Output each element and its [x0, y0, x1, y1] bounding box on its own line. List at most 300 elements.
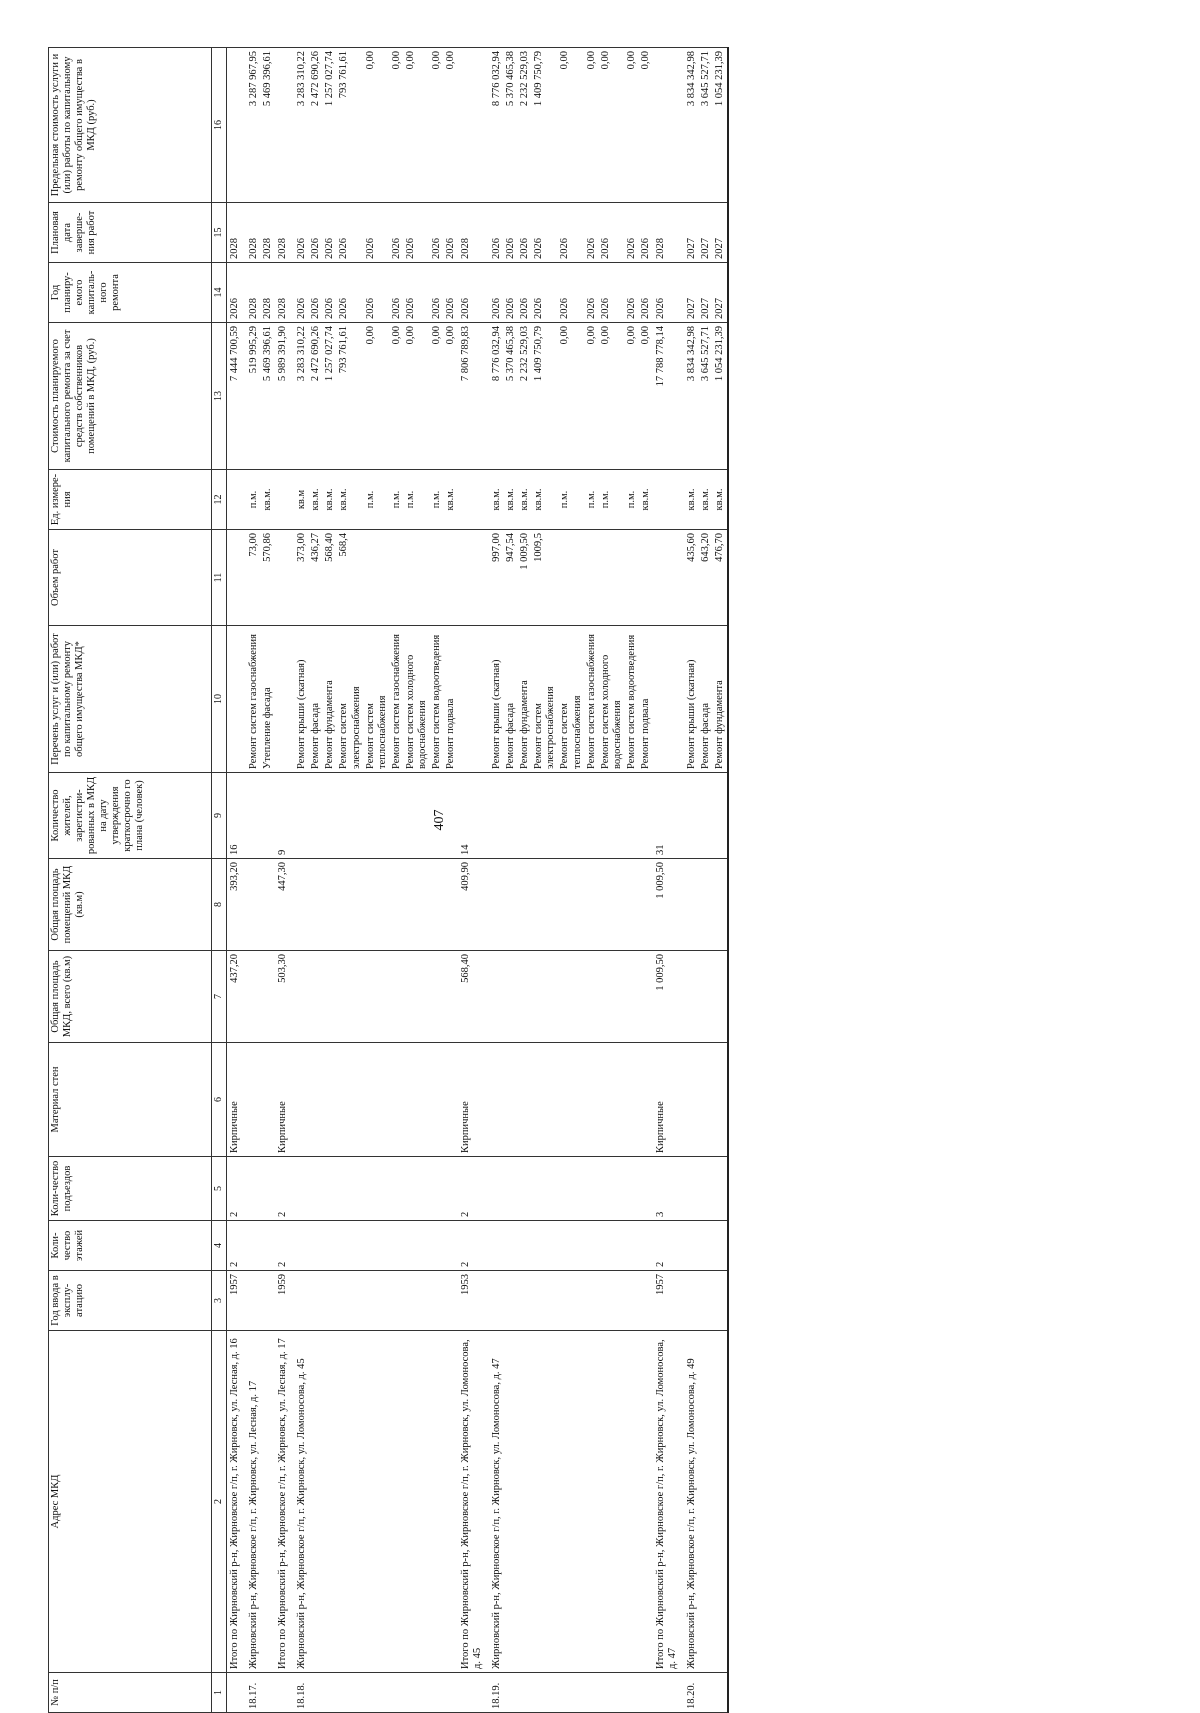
table-cell: 9 — [275, 773, 290, 859]
table-cell — [653, 470, 680, 530]
table-cell — [639, 530, 653, 626]
col-header: № п/п — [49, 1673, 212, 1713]
table-cell — [458, 48, 485, 203]
table-cell — [532, 1271, 558, 1331]
table-cell: 568,40 — [458, 951, 485, 1043]
table-cell — [404, 1271, 430, 1331]
table-cell — [713, 1271, 728, 1331]
table-cell: 2026 — [323, 203, 337, 263]
table-cell — [323, 773, 337, 859]
table-cell: 5 469 396,61 — [261, 323, 275, 470]
table-cell: 2026 — [444, 263, 458, 323]
table-cell: 2026 — [390, 263, 404, 323]
table-cell — [458, 470, 485, 530]
table-row — [458, 48, 485, 1713]
table-cell: 2026 — [639, 203, 653, 263]
table-cell — [444, 1157, 458, 1221]
table-cell: 2028 — [227, 203, 243, 263]
table-cell — [599, 951, 625, 1043]
table-cell: 1 009,50 — [518, 530, 532, 626]
page-number: 407 — [432, 809, 447, 831]
table-cell: п.м. — [404, 470, 430, 530]
table-cell — [699, 1271, 713, 1331]
table-cell: 2026 — [558, 203, 584, 263]
table-cell — [639, 859, 653, 951]
table-cell: 1 257 027,74 — [323, 48, 337, 203]
table-cell — [323, 1331, 337, 1673]
table-cell: кв.м. — [309, 470, 323, 530]
table-cell — [532, 1157, 558, 1221]
table-row — [261, 48, 275, 1713]
table-cell — [532, 859, 558, 951]
table-cell — [599, 1221, 625, 1271]
table-cell: 0,00 — [558, 323, 584, 470]
table-cell: 2027 — [713, 263, 728, 323]
table-cell — [430, 1673, 444, 1713]
table-cell — [699, 1673, 713, 1713]
table-cell — [599, 1673, 625, 1713]
table-cell: 2026 — [504, 263, 518, 323]
table-cell — [639, 1331, 653, 1673]
table-cell: 568,4 — [337, 530, 363, 626]
table-cell — [227, 626, 243, 773]
table-cell — [242, 1221, 261, 1271]
table-cell: 73,00 — [242, 530, 261, 626]
table-cell — [485, 1043, 504, 1157]
table-cell: 568,40 — [323, 530, 337, 626]
table-cell — [323, 1673, 337, 1713]
table-cell — [430, 1221, 444, 1271]
table-cell: 3 834 342,98 — [680, 48, 699, 203]
table-cell — [227, 470, 243, 530]
table-cell — [404, 1157, 430, 1221]
table-cell — [430, 951, 444, 1043]
table-cell: кв.м. — [532, 470, 558, 530]
table-cell: 2026 — [485, 263, 504, 323]
table-cell: 1 009,50 — [653, 859, 680, 951]
table-cell: 0,00 — [599, 323, 625, 470]
table-cell: 947,54 — [504, 530, 518, 626]
table-cell — [680, 1043, 699, 1157]
table-cell: кв.м. — [444, 470, 458, 530]
table-cell — [364, 859, 390, 951]
table-cell: п.м. — [242, 470, 261, 530]
table-cell — [404, 1043, 430, 1157]
table-cell — [444, 773, 458, 859]
table-cell — [680, 773, 699, 859]
table-cell — [504, 773, 518, 859]
table-cell — [680, 1271, 699, 1331]
table-cell — [680, 1157, 699, 1221]
table-cell: 2026 — [585, 263, 599, 323]
table-cell — [309, 1331, 323, 1673]
table-cell — [585, 1271, 599, 1331]
table-cell: 2 — [458, 1221, 485, 1271]
table-cell — [261, 1271, 275, 1331]
table-cell — [558, 530, 584, 626]
table-cell — [699, 1043, 713, 1157]
table-cell — [390, 530, 404, 626]
table-cell — [585, 859, 599, 951]
table-cell: 1957 — [653, 1271, 680, 1331]
table-cell — [485, 773, 504, 859]
table-cell — [404, 1673, 430, 1713]
table-cell: Ремонт фасада — [699, 626, 713, 773]
table-cell — [390, 1673, 404, 1713]
table-cell — [290, 1221, 309, 1271]
table-cell: 3 287 967,95 — [242, 48, 261, 203]
table-cell: 393,20 — [227, 859, 243, 951]
table-cell: Ремонт крыши (скатная) — [290, 626, 309, 773]
table-cell — [390, 1331, 404, 1673]
table-cell: 8 776 032,94 — [485, 323, 504, 470]
table-cell — [558, 1331, 584, 1673]
table-cell — [518, 1331, 532, 1673]
table-cell: 14 — [458, 773, 485, 859]
table-cell — [290, 859, 309, 951]
table-cell: 2028 — [275, 203, 290, 263]
table-cell — [713, 951, 728, 1043]
table-row — [625, 48, 639, 1713]
table-cell — [227, 1673, 243, 1713]
table-cell — [532, 951, 558, 1043]
table-cell — [275, 626, 290, 773]
table-cell: 2026 — [599, 203, 625, 263]
table-row — [504, 48, 518, 1713]
table-cell: 7 806 789,83 — [458, 323, 485, 470]
table-cell: Кирпичные — [275, 1043, 290, 1157]
table-cell: 409,90 — [458, 859, 485, 951]
table-cell — [599, 1157, 625, 1221]
table-cell: Ремонт систем водоотведения — [430, 626, 444, 773]
col-header: Стоимость планируемого капитального ремонта за счет средств собственников помещений в МКД, (руб.) — [49, 323, 212, 470]
table-cell: 476,70 — [713, 530, 728, 626]
table-cell: 2026 — [390, 203, 404, 263]
table-cell: 2026 — [337, 263, 363, 323]
table-cell — [309, 951, 323, 1043]
table-cell — [261, 1331, 275, 1673]
table-cell — [337, 1673, 363, 1713]
table-cell: 2028 — [242, 203, 261, 263]
table-cell: Ремонт подвала — [444, 626, 458, 773]
table-cell — [364, 530, 390, 626]
table-cell: 2 232 529,03 — [518, 48, 532, 203]
table-cell: 16 — [227, 773, 243, 859]
table-cell: кв.м. — [485, 470, 504, 530]
table-cell — [430, 1157, 444, 1221]
table-cell — [323, 1043, 337, 1157]
table-cell: 519 995,29 — [242, 323, 261, 470]
table-cell: 2028 — [275, 263, 290, 323]
table-cell: 2026 — [404, 263, 430, 323]
table-cell — [444, 1043, 458, 1157]
table-cell: 1 257 027,74 — [323, 323, 337, 470]
table-cell — [404, 530, 430, 626]
table-cell — [485, 1271, 504, 1331]
table-cell — [532, 1331, 558, 1673]
table-cell: Ремонт подвала — [639, 626, 653, 773]
table-row — [430, 48, 444, 1713]
table-cell — [639, 1043, 653, 1157]
table-cell: 2026 — [532, 263, 558, 323]
table-cell: 793 761,61 — [337, 48, 363, 203]
table-row — [485, 48, 504, 1713]
table-cell: Ремонт фасада — [309, 626, 323, 773]
table-cell: 0,00 — [390, 323, 404, 470]
table-cell: Ремонт фундамента — [713, 626, 728, 773]
col-header: Адрес МКД — [49, 1331, 212, 1673]
col-header: Общая площадь помещений МКД (кв.м) — [49, 859, 212, 951]
table-cell — [585, 530, 599, 626]
table-cell: Жирновский р-н, Жирновское г/п, г. Жирновск, ул. Лесная, д. 17 — [242, 1331, 261, 1673]
table-cell: 2028 — [261, 263, 275, 323]
table-cell: 2028 — [653, 203, 680, 263]
table-cell: 2026 — [599, 263, 625, 323]
table-cell: 2026 — [518, 263, 532, 323]
table-cell — [504, 951, 518, 1043]
table-row — [680, 48, 699, 1713]
table-cell: 2026 — [585, 203, 599, 263]
table-cell — [323, 1157, 337, 1221]
table-cell: 2026 — [504, 203, 518, 263]
table-cell: 0,00 — [599, 48, 625, 203]
table-cell — [290, 1271, 309, 1331]
table-cell: 2026 — [485, 203, 504, 263]
table-cell — [444, 1331, 458, 1673]
table-cell: 0,00 — [444, 323, 458, 470]
table-cell: 643,20 — [699, 530, 713, 626]
table-cell — [585, 1221, 599, 1271]
table-cell — [713, 859, 728, 951]
table-cell — [309, 773, 323, 859]
table-cell — [323, 859, 337, 951]
table-cell — [275, 470, 290, 530]
table-cell: Ремонт систем холодного водоснабжения — [404, 626, 430, 773]
table-cell — [713, 1221, 728, 1271]
table-cell: Ремонт крыши (скатная) — [485, 626, 504, 773]
table-cell — [430, 859, 444, 951]
table-cell: 5 370 465,38 — [504, 323, 518, 470]
table-cell — [558, 1673, 584, 1713]
table-cell: 2026 — [430, 263, 444, 323]
table-cell — [518, 951, 532, 1043]
table-cell: 3 — [653, 1157, 680, 1221]
table-cell: Ремонт систем газоснабжения — [390, 626, 404, 773]
table-cell — [323, 951, 337, 1043]
table-cell: 2026 — [518, 203, 532, 263]
col-header: Материал стен — [49, 1043, 212, 1157]
table-cell — [444, 859, 458, 951]
table-cell — [585, 773, 599, 859]
table-row — [639, 48, 653, 1713]
table-cell: Итого по Жирновский р-н, Жирновское г/п, г. Жирновск, ул. Лесная, д. 16 — [227, 1331, 243, 1673]
table-cell — [444, 1221, 458, 1271]
table-cell — [430, 530, 444, 626]
table-cell — [599, 530, 625, 626]
table-cell — [404, 773, 430, 859]
table-row — [532, 48, 558, 1713]
table-cell: п.м. — [599, 470, 625, 530]
table-cell — [532, 773, 558, 859]
table-cell: Жирновский р-н, Жирновское г/п, г. Жирновск, ул. Ломоносова, д. 47 — [485, 1331, 504, 1673]
table-cell — [242, 1157, 261, 1221]
table-cell — [261, 1673, 275, 1713]
table-cell: 570,86 — [261, 530, 275, 626]
table-cell: 0,00 — [625, 48, 639, 203]
table-cell: 2 — [275, 1221, 290, 1271]
table-cell: 503,30 — [275, 951, 290, 1043]
table-cell: кв.м. — [713, 470, 728, 530]
table-row — [699, 48, 713, 1713]
table-cell — [713, 1331, 728, 1673]
table-cell — [261, 773, 275, 859]
table-cell — [458, 530, 485, 626]
table-cell — [444, 530, 458, 626]
table-cell — [309, 1157, 323, 1221]
table-cell — [485, 859, 504, 951]
table-row — [309, 48, 323, 1713]
table-cell — [275, 1673, 290, 1713]
col-header: Год планиру-емого капиталь-ного ремонта — [49, 263, 212, 323]
table-cell: кв.м. — [323, 470, 337, 530]
table-cell — [275, 530, 290, 626]
table-cell: кв.м. — [699, 470, 713, 530]
table-cell: 1957 — [227, 1271, 243, 1331]
table-cell — [504, 1673, 518, 1713]
table-cell: 2026 — [639, 263, 653, 323]
table-cell: 2026 — [290, 263, 309, 323]
rotated-table-container — [48, 48, 1053, 1713]
table-cell: 0,00 — [404, 48, 430, 203]
table-cell — [699, 1157, 713, 1221]
table-row — [653, 48, 680, 1713]
col-number: 2 — [212, 1331, 227, 1673]
table-cell: 5 469 396,61 — [261, 48, 275, 203]
table-cell — [504, 859, 518, 951]
table-cell — [699, 773, 713, 859]
column-number-row — [212, 48, 227, 1713]
table-cell — [242, 859, 261, 951]
table-cell: Ремонт систем водоотведения — [625, 626, 639, 773]
header-row — [49, 48, 212, 1713]
table-cell — [337, 1331, 363, 1673]
col-number: 12 — [212, 470, 227, 530]
col-header: Общая площадь МКД, всего (кв.м) — [49, 951, 212, 1043]
table-cell: 17 788 778,14 — [653, 323, 680, 470]
table-cell — [558, 773, 584, 859]
table-cell — [518, 859, 532, 951]
table-cell: 2027 — [699, 263, 713, 323]
table-cell — [518, 1157, 532, 1221]
table-cell: 2026 — [337, 203, 363, 263]
table-cell — [290, 773, 309, 859]
table-cell — [261, 1157, 275, 1221]
table-cell — [390, 859, 404, 951]
table-cell — [599, 1043, 625, 1157]
col-number: 4 — [212, 1221, 227, 1271]
table-cell: 1 054 231,39 — [713, 48, 728, 203]
table-cell — [639, 1673, 653, 1713]
table-cell — [290, 1157, 309, 1221]
table-cell — [337, 1271, 363, 1331]
table-cell: 0,00 — [390, 48, 404, 203]
table-cell: 1959 — [275, 1271, 290, 1331]
table-cell: 2026 — [364, 263, 390, 323]
table-cell — [625, 773, 639, 859]
table-cell: Кирпичные — [458, 1043, 485, 1157]
table-cell: 3 834 342,98 — [680, 323, 699, 470]
table-cell: 2026 — [444, 203, 458, 263]
table-cell — [625, 1271, 639, 1331]
table-cell — [625, 1043, 639, 1157]
table-row — [290, 48, 309, 1713]
table-cell — [518, 1221, 532, 1271]
table-cell — [337, 1157, 363, 1221]
col-number: 15 — [212, 203, 227, 263]
table-cell — [585, 1673, 599, 1713]
table-cell — [599, 1331, 625, 1673]
table-cell: п.м. — [558, 470, 584, 530]
table-cell: 0,00 — [404, 323, 430, 470]
table-cell — [653, 48, 680, 203]
table-cell — [585, 1331, 599, 1673]
col-number: 13 — [212, 323, 227, 470]
col-number: 7 — [212, 951, 227, 1043]
table-cell: Ремонт систем газоснабжения — [242, 626, 261, 773]
table-cell — [713, 1043, 728, 1157]
table-cell: Ремонт систем теплоснабжения — [364, 626, 390, 773]
table-cell: 18.19. — [485, 1673, 504, 1713]
table-cell: 997,00 — [485, 530, 504, 626]
table-cell — [713, 1673, 728, 1713]
table-cell: 18.20. — [680, 1673, 699, 1713]
table-cell: 1 409 750,79 — [532, 323, 558, 470]
table-cell — [404, 1331, 430, 1673]
table-cell: 0,00 — [444, 48, 458, 203]
table-cell — [699, 951, 713, 1043]
table-cell: п.м. — [585, 470, 599, 530]
table-cell: 435,60 — [680, 530, 699, 626]
table-cell: 18.17. — [242, 1673, 261, 1713]
table-cell: п.м. — [390, 470, 404, 530]
table-cell — [558, 859, 584, 951]
table-cell: кв.м. — [680, 470, 699, 530]
table-cell: 5 989 391,90 — [275, 323, 290, 470]
table-cell: Ремонт систем электроснабжения — [337, 626, 363, 773]
table-cell: 5 370 465,38 — [504, 48, 518, 203]
table-cell — [639, 1271, 653, 1331]
table-cell — [699, 1331, 713, 1673]
table-cell: кв.м. — [337, 470, 363, 530]
col-number: 16 — [212, 48, 227, 203]
table-cell: 3 283 310,22 — [290, 48, 309, 203]
table-row — [323, 48, 337, 1713]
table-cell — [713, 773, 728, 859]
table-body — [227, 48, 729, 1713]
table-cell: 31 — [653, 773, 680, 859]
table-cell: Ремонт фундамента — [518, 626, 532, 773]
table-cell: 0,00 — [585, 48, 599, 203]
table-cell — [699, 859, 713, 951]
col-header: Количество жителей, зарегистри-рованных в МКД на дату утверждения краткосрочно го плана (человек) — [49, 773, 212, 859]
table-cell — [458, 1673, 485, 1713]
table-cell — [430, 1331, 444, 1673]
table-cell: 3 283 310,22 — [290, 323, 309, 470]
table-cell — [261, 1221, 275, 1271]
table-cell — [390, 1271, 404, 1331]
table-cell — [444, 951, 458, 1043]
table-cell: 0,00 — [639, 323, 653, 470]
